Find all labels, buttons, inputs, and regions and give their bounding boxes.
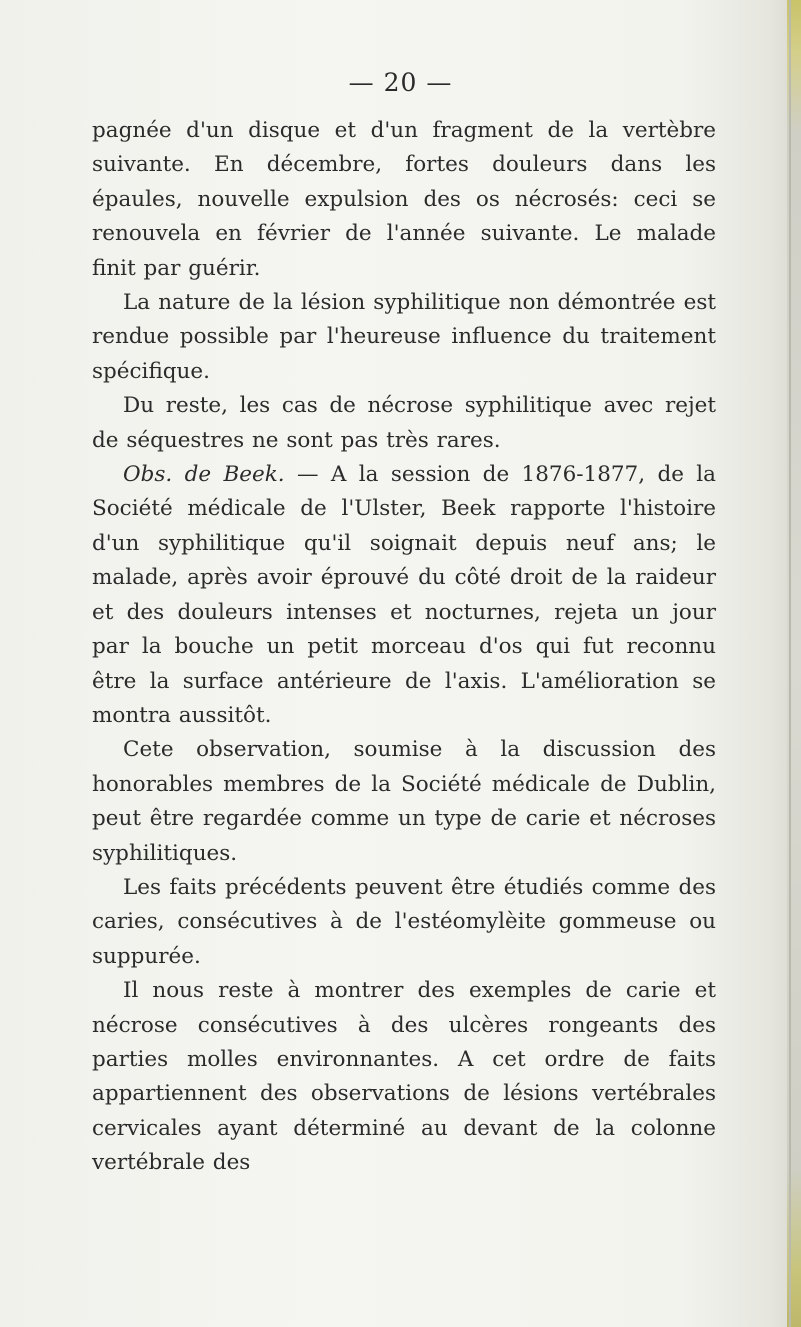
paragraph-il-nous-reste: Il nous reste à montrer des exemples de carie et nécrose consécutives à des ulcères rongeants des parties molles environnantes. A cet ordre de faits appartiennent des observations de lésions vertébrales cervicales ayant déterminé au devant de la colonne vertébrale des (92, 978, 716, 1176)
observation-text: — A la session de 1876-1877, de la Société médicale de l'Ulster, Beek rapporte l'histoire d'un syphilitique qu'il soignait depuis neuf ans; le malade, après avoir éprouvé du côté droit de la raideur et des douleurs intenses et nocturnes, rejeta un jour par la bouche un petit morceau d'os qui fut reconnu être la surface antérieure de l'axis. L'amélioration se montra aussitôt. (92, 462, 716, 728)
body-text (92, 114, 716, 1181)
paragraph-faits-precedents: Les faits précédents peuvent être étudiés comme des caries, consécutives à de l'estéomylèite gommeuse ou suppurée. (92, 874, 716, 969)
paragraph-nature-lesion: La nature de la lésion syphilitique non démontrée est rendue possible par l'heureuse influence du traitement spécifique. (92, 290, 716, 384)
paragraph-observation (92, 458, 716, 733)
page-edge-line (789, 0, 791, 1327)
page-number: — 20 — (348, 68, 453, 97)
paragraph-continued: pagnée d'un disque et d'un fragment de la vertèbre suivante. En décembre, fortes douleurs dans les épaules, nouvelle expulsion des os nécrosés: ceci se renouvela en février de l'année suivante. Le malade finit par guérir. (92, 118, 716, 281)
observation-title: Obs. de Beek. (123, 462, 285, 488)
paragraph-cete-observation: Cete observation, soumise à la discussion des honorables membres de la Société médicale de Dublin, peut être regardée comme un type de carie et nécroses syphilitiques. (92, 737, 716, 866)
paragraph-du-reste: Du reste, les cas de nécrose syphilitique avec rejet de séquestres ne sont pas très rares. (92, 393, 716, 453)
